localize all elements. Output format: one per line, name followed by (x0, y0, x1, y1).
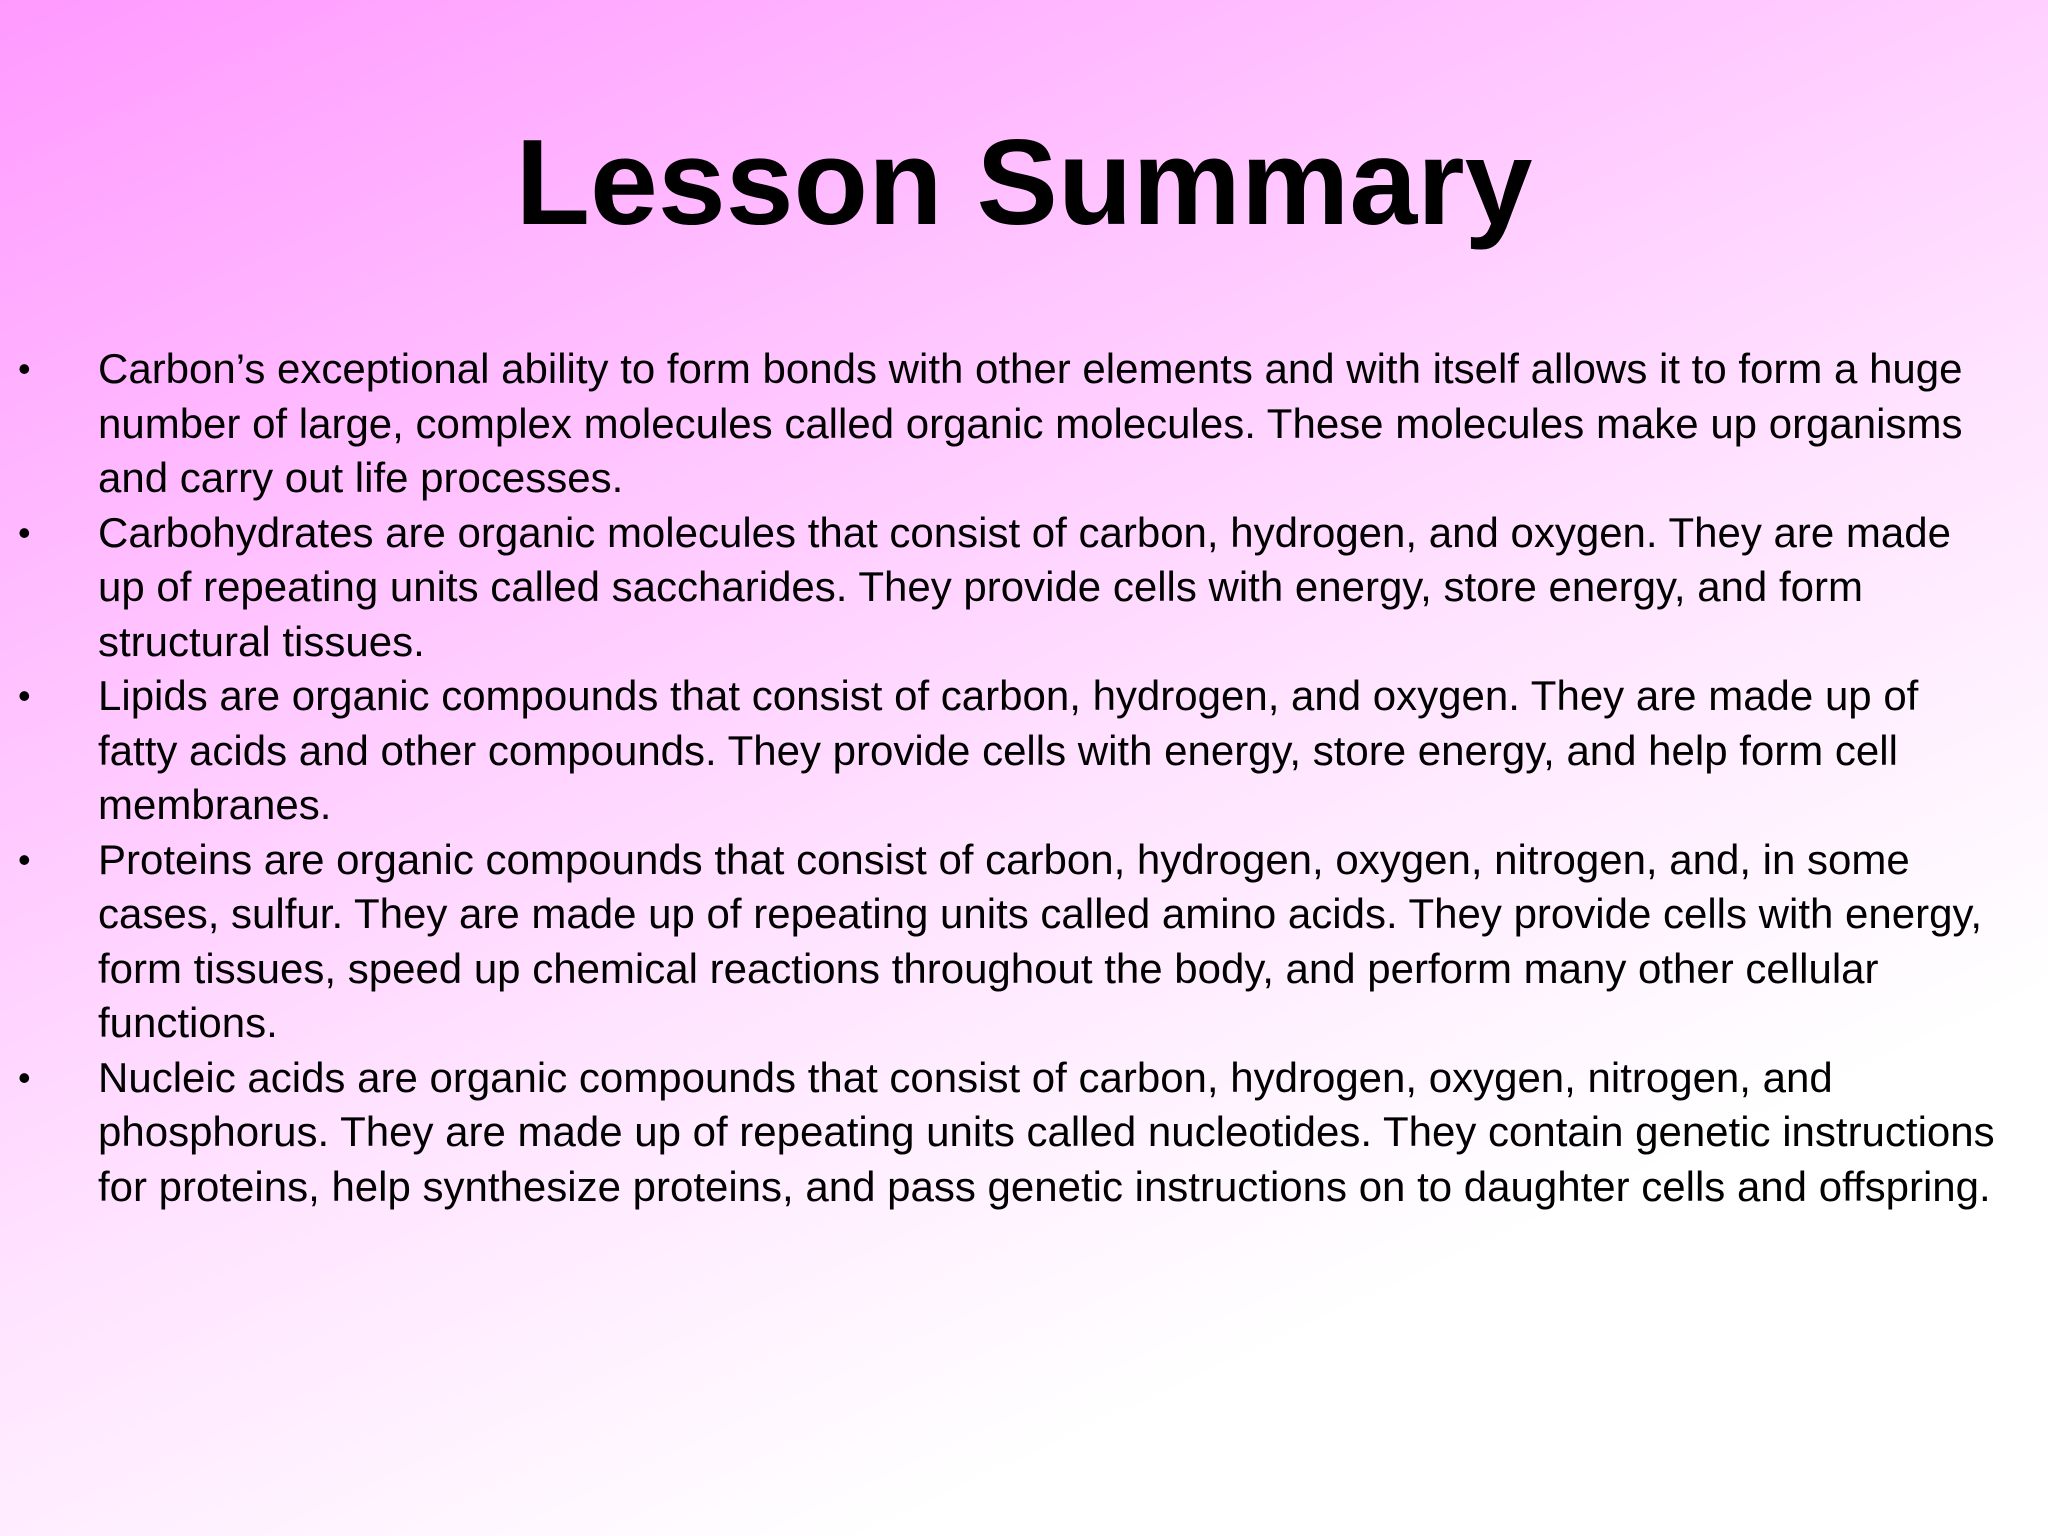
bullet-text: Proteins are organic compounds that consist of carbon, hydrogen, oxygen, nitrogen, and, in some cases, sulfur. They are made up of repeating units called amino acids. They provide cells with energy, form tissues, speed up chemical reactions throughout the body, and perform many other cellular functions. (98, 835, 1983, 1046)
bullet-text: Lipids are organic compounds that consist of carbon, hydrogen, and oxygen. They are made up of fatty acids and other compounds. They provide cells with energy, store energy, and help form cell membranes. (98, 672, 1919, 828)
bullet-item-carbohydrates (0, 506, 2048, 670)
bullet-item-proteins (0, 833, 2048, 1051)
bullet-item-carbon (0, 342, 2048, 506)
bullet-dot-icon: • (18, 675, 31, 716)
bullet-text: Nucleic acids are organic compounds that consist of carbon, hydrogen, oxygen, nitrogen, and phosphorus. They are made up of repeating units called nucleotides. They contain genetic instructions for proteins, help synthesize proteins, and pass genetic instructions on to daughter cells and offspring. (98, 1053, 1995, 1210)
bullet-dot-icon: • (18, 1056, 31, 1098)
bullet-text: Carbohydrates are organic molecules that consist of carbon, hydrogen, and oxygen. They are made up of repeating units called saccharides. They provide cells with energy, store energy, and form structural tissues. (98, 508, 1951, 665)
bullet-list (0, 342, 2048, 1214)
bullet-item-lipids (0, 669, 2048, 833)
slide-title: Lesson Summary (515, 114, 1533, 250)
bullet-text: Carbon’s exceptional ability to form bonds with other elements and with itself allows it to form a huge number of large, complex molecules called organic molecules. These molecules make up organisms and carry out life processes. (98, 345, 1963, 501)
bullet-dot-icon: • (18, 511, 31, 553)
bullet-dot-icon: • (18, 838, 31, 880)
bullet-dot-icon: • (18, 348, 31, 389)
bullet-item-nucleic-acids (0, 1051, 2048, 1215)
